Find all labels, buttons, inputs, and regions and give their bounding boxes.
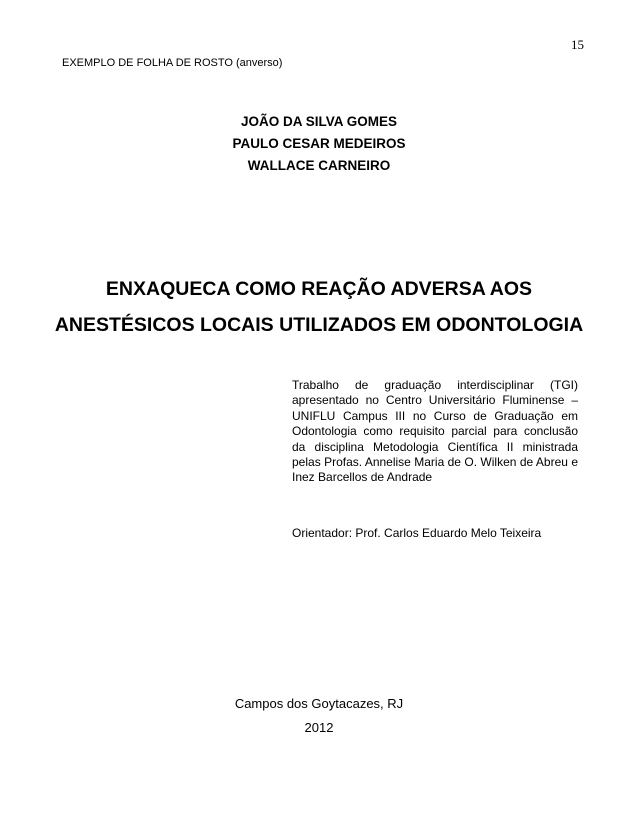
title-line-1: ENXAQUECA COMO REAÇÃO ADVERSA AOS xyxy=(105,278,533,300)
author-name: WALLACE CARNEIRO xyxy=(247,158,391,173)
publication-year: 2012 xyxy=(304,720,334,735)
title-line-2: ANESTÉSICOS LOCAIS UTILIZADOS EM ODONTOLOGIA xyxy=(54,314,584,336)
work-description: Trabalho de graduação interdisciplinar (TGI) apresentado no Centro Universitário Fluminense – UNIFLU Campus III no Curso de Graduação em Odontologia como requisito parcial para conclusão da disciplina Metodologia Científica II ministrada pelas Profas. Annelise Maria de O. Wilken de Abreu e Inez Barcellos de Andrade xyxy=(292,378,578,485)
document-title xyxy=(0,271,638,343)
page-caption: EXEMPLO DE FOLHA DE ROSTO (anverso) xyxy=(62,57,283,69)
author-name: PAULO CESAR MEDEIROS xyxy=(232,136,406,151)
page-number: 15 xyxy=(571,37,584,52)
author-list xyxy=(0,111,638,177)
advisor-line: Orientador: Prof. Carlos Eduardo Melo Teixeira xyxy=(292,526,542,540)
author-name: JOÃO DA SILVA GOMES xyxy=(240,114,397,129)
city-location: Campos dos Goytacazes, RJ xyxy=(234,696,404,711)
